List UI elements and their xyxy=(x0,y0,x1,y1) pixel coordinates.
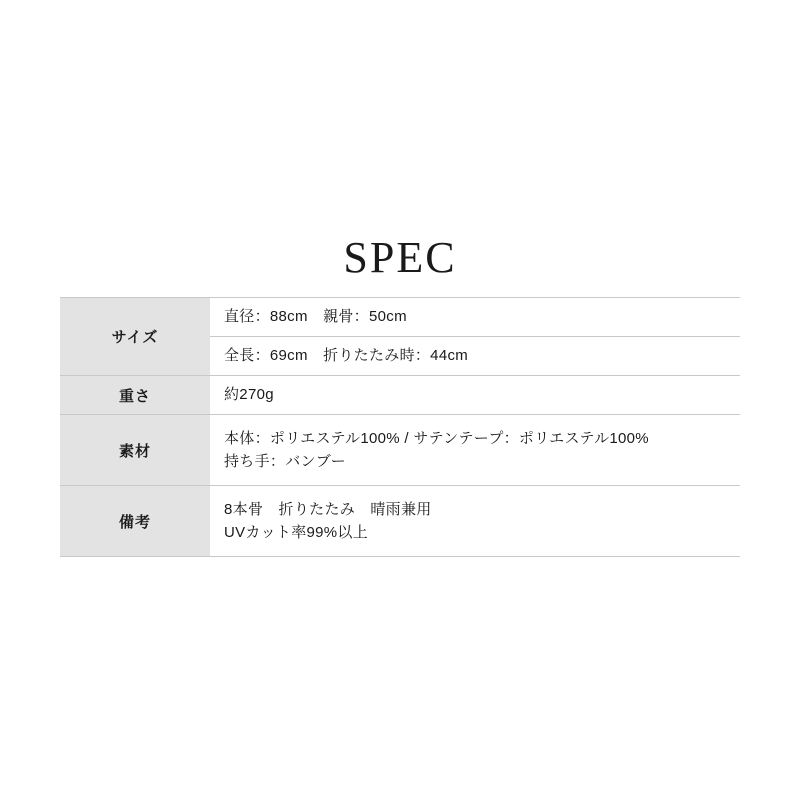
table-row xyxy=(60,298,740,337)
spec-value-weight xyxy=(210,376,740,415)
spec-text: 8本骨 折りたたみ 晴雨兼用 xyxy=(224,500,432,518)
spec-text: UVカット率99%以上 xyxy=(224,524,369,541)
spec-text: 全長：69cm 折りたたみ時：44cm xyxy=(224,347,469,365)
spec-value-note xyxy=(210,486,740,557)
spec-label-material: 素材 xyxy=(60,415,210,486)
table-row xyxy=(60,415,740,486)
spec-text: 本体：ポリエステル100% / サテンテープ：ポリエステル100% xyxy=(224,429,649,447)
spec-table xyxy=(60,297,740,557)
spec-text: 約270g xyxy=(224,386,274,404)
spec-value-size-line1 xyxy=(210,298,740,337)
spec-text: 持ち手：バンブー xyxy=(224,453,346,470)
table-row xyxy=(60,486,740,557)
spec-label-weight: 重さ xyxy=(60,376,210,415)
table-row xyxy=(60,376,740,415)
page-title: SPEC xyxy=(343,233,457,282)
spec-label-size: サイズ xyxy=(60,298,210,376)
spec-value-material xyxy=(210,415,740,486)
spec-text: 直径：88cm 親骨：50cm xyxy=(224,308,407,326)
spec-value-size-line2 xyxy=(210,337,740,376)
spec-label-note: 備考 xyxy=(60,486,210,557)
